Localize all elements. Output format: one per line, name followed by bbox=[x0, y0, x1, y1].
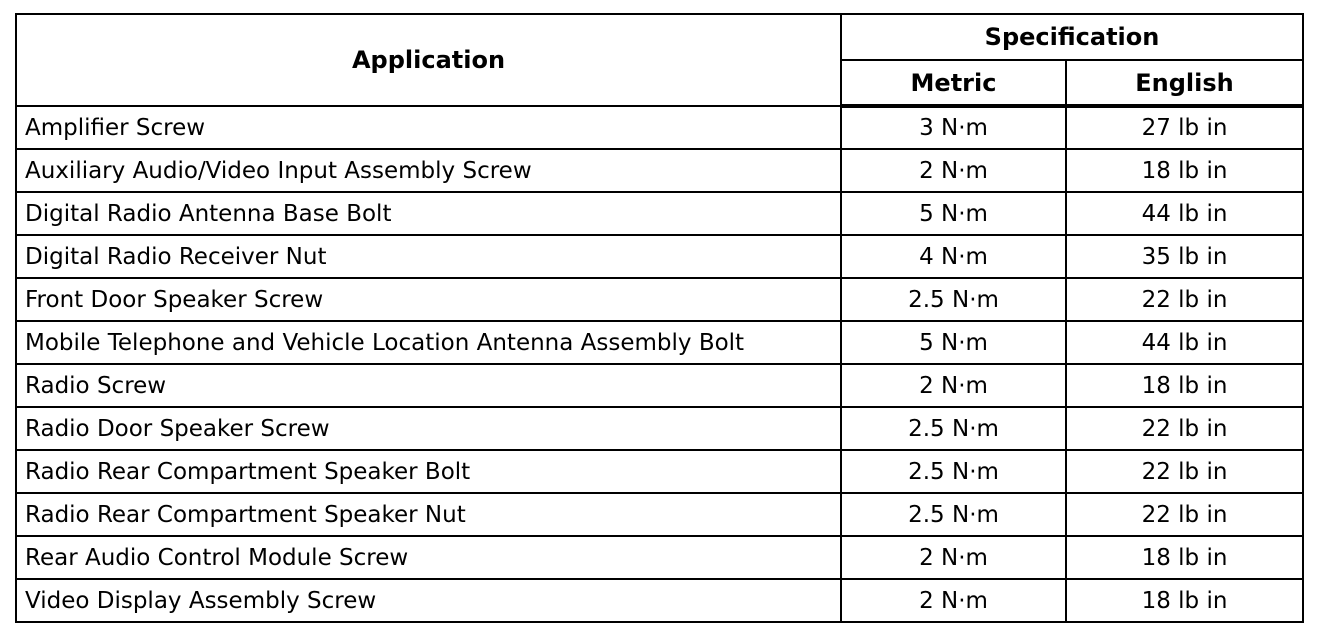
table-row bbox=[16, 407, 1303, 450]
english-cell: 44 lb in bbox=[1066, 192, 1303, 235]
application-cell: Digital Radio Antenna Base Bolt bbox=[16, 192, 841, 235]
application-cell: Auxiliary Audio/Video Input Assembly Screw bbox=[16, 149, 841, 192]
application-cell: Radio Screw bbox=[16, 364, 841, 407]
metric-column-header: Metric bbox=[841, 60, 1066, 106]
table-header bbox=[16, 14, 1303, 106]
application-cell: Amplifier Screw bbox=[16, 106, 841, 149]
application-cell: Rear Audio Control Module Screw bbox=[16, 536, 841, 579]
application-cell: Digital Radio Receiver Nut bbox=[16, 235, 841, 278]
english-cell: 22 lb in bbox=[1066, 407, 1303, 450]
english-cell: 18 lb in bbox=[1066, 149, 1303, 192]
english-cell: 18 lb in bbox=[1066, 536, 1303, 579]
metric-cell: 4 N·m bbox=[841, 235, 1066, 278]
english-cell: 18 lb in bbox=[1066, 579, 1303, 622]
application-cell: Radio Rear Compartment Speaker Nut bbox=[16, 493, 841, 536]
table-row bbox=[16, 235, 1303, 278]
table-row bbox=[16, 536, 1303, 579]
application-cell: Front Door Speaker Screw bbox=[16, 278, 841, 321]
table-row bbox=[16, 192, 1303, 235]
table-row bbox=[16, 450, 1303, 493]
english-cell: 22 lb in bbox=[1066, 278, 1303, 321]
metric-cell: 2.5 N·m bbox=[841, 450, 1066, 493]
specification-column-header: Specification bbox=[841, 14, 1303, 60]
metric-cell: 2 N·m bbox=[841, 536, 1066, 579]
application-cell: Mobile Telephone and Vehicle Location Antenna Assembly Bolt bbox=[16, 321, 841, 364]
application-cell: Radio Door Speaker Screw bbox=[16, 407, 841, 450]
table-row bbox=[16, 321, 1303, 364]
application-column-header: Application bbox=[16, 14, 841, 106]
metric-cell: 2.5 N·m bbox=[841, 407, 1066, 450]
metric-cell: 2 N·m bbox=[841, 149, 1066, 192]
english-cell: 27 lb in bbox=[1066, 106, 1303, 149]
metric-cell: 2.5 N·m bbox=[841, 278, 1066, 321]
metric-cell: 5 N·m bbox=[841, 321, 1066, 364]
application-cell: Video Display Assembly Screw bbox=[16, 579, 841, 622]
metric-cell: 2 N·m bbox=[841, 364, 1066, 407]
english-cell: 44 lb in bbox=[1066, 321, 1303, 364]
torque-spec-table bbox=[15, 13, 1304, 623]
table-body bbox=[16, 106, 1303, 622]
metric-cell: 2 N·m bbox=[841, 579, 1066, 622]
metric-cell: 3 N·m bbox=[841, 106, 1066, 149]
metric-cell: 5 N·m bbox=[841, 192, 1066, 235]
english-cell: 18 lb in bbox=[1066, 364, 1303, 407]
metric-cell: 2.5 N·m bbox=[841, 493, 1066, 536]
table-row bbox=[16, 278, 1303, 321]
application-cell: Radio Rear Compartment Speaker Bolt bbox=[16, 450, 841, 493]
english-cell: 35 lb in bbox=[1066, 235, 1303, 278]
table-row bbox=[16, 493, 1303, 536]
english-column-header: English bbox=[1066, 60, 1303, 106]
english-cell: 22 lb in bbox=[1066, 450, 1303, 493]
english-cell: 22 lb in bbox=[1066, 493, 1303, 536]
table-row bbox=[16, 106, 1303, 149]
table-row bbox=[16, 149, 1303, 192]
header-row-1 bbox=[16, 14, 1303, 60]
table-row bbox=[16, 364, 1303, 407]
table-row bbox=[16, 579, 1303, 622]
